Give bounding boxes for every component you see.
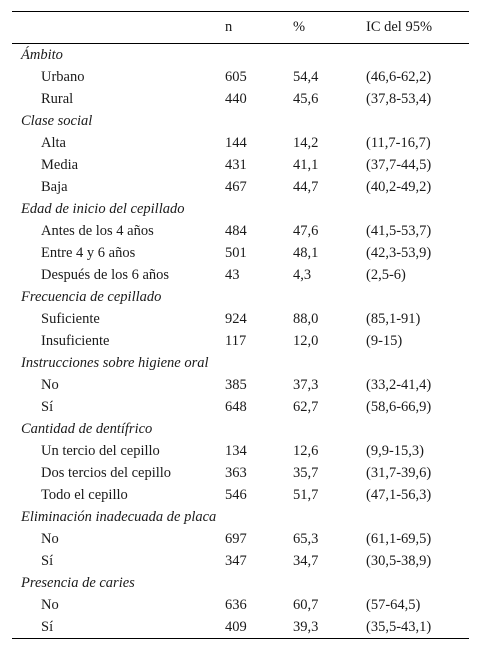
row-percent: 35,7 (293, 465, 319, 481)
table-row (12, 396, 469, 418)
row-label: No (41, 377, 59, 393)
row-ci: (85,1-91) (366, 311, 421, 327)
section-title: Presencia de caries (21, 575, 135, 591)
table-row (12, 594, 469, 616)
row-ci: (40,2-49,2) (366, 179, 432, 195)
table-row (12, 308, 469, 330)
row-ci: (37,7-44,5) (366, 157, 432, 173)
row-n: 648 (225, 399, 247, 415)
row-percent: 62,7 (293, 399, 319, 415)
table-row (12, 484, 469, 506)
row-ci: (11,7-16,7) (366, 135, 431, 151)
section-title: Frecuencia de cepillado (21, 289, 162, 305)
row-label: Alta (41, 135, 66, 151)
section-title: Edad de inicio del cepillado (21, 201, 185, 217)
table-row (12, 374, 469, 396)
row-n: 546 (225, 487, 247, 503)
row-label: Todo el cepillo (41, 487, 128, 503)
row-ci: (2,5-6) (366, 267, 406, 283)
table-row (12, 132, 469, 154)
row-n: 484 (225, 223, 247, 239)
table-row (12, 242, 469, 264)
section-title: Instrucciones sobre higiene oral (21, 355, 209, 371)
row-percent: 48,1 (293, 245, 319, 261)
row-ci: (42,3-53,9) (366, 245, 432, 261)
row-label: Sí (41, 399, 54, 415)
row-ci: (58,6-66,9) (366, 399, 432, 415)
row-label: Suficiente (41, 311, 100, 327)
row-ci: (9,9-15,3) (366, 443, 424, 459)
row-percent: 65,3 (293, 531, 319, 547)
row-ci: (47,1-56,3) (366, 487, 432, 503)
table-row (12, 528, 469, 550)
row-percent: 12,0 (293, 333, 319, 349)
row-percent: 44,7 (293, 179, 319, 195)
row-label: Después de los 6 años (41, 267, 170, 283)
row-percent: 51,7 (293, 487, 319, 503)
section-header-row (12, 352, 469, 374)
section-header-row (12, 44, 469, 66)
table-bottom-rule (12, 638, 469, 639)
row-percent: 34,7 (293, 553, 319, 569)
data-table (12, 11, 469, 639)
row-label: Un tercio del cepillo (41, 443, 160, 459)
row-label: Antes de los 4 años (41, 223, 154, 239)
row-percent: 88,0 (293, 311, 319, 327)
section-header-row (12, 286, 469, 308)
section-header-row (12, 110, 469, 132)
row-n: 385 (225, 377, 247, 393)
row-n: 409 (225, 619, 247, 635)
row-label: Baja (41, 179, 68, 195)
table-row (12, 66, 469, 88)
table-row (12, 220, 469, 242)
row-n: 467 (225, 179, 247, 195)
row-n: 440 (225, 91, 247, 107)
row-percent: 54,4 (293, 69, 319, 85)
row-n: 431 (225, 157, 247, 173)
row-ci: (9-15) (366, 333, 403, 349)
row-percent: 4,3 (293, 267, 312, 283)
table-row (12, 330, 469, 352)
row-ci: (37,8-53,4) (366, 91, 432, 107)
table-body (12, 44, 469, 638)
row-n: 924 (225, 311, 247, 327)
row-n: 347 (225, 553, 247, 569)
section-title: Cantidad de dentífrico (21, 421, 153, 437)
section-header-row (12, 418, 469, 440)
section-title: Ámbito (21, 47, 63, 63)
row-ci: (30,5-38,9) (366, 553, 432, 569)
row-ci: (57-64,5) (366, 597, 421, 613)
row-ci: (46,6-62,2) (366, 69, 432, 85)
row-percent: 12,6 (293, 443, 319, 459)
row-n: 501 (225, 245, 247, 261)
section-title: Clase social (21, 113, 93, 129)
table-row (12, 264, 469, 286)
section-header-row (12, 198, 469, 220)
header-ci: IC del 95% (366, 19, 433, 35)
row-label: Media (41, 157, 79, 173)
table-row (12, 88, 469, 110)
row-label: No (41, 597, 59, 613)
row-percent: 39,3 (293, 619, 319, 635)
table-row (12, 176, 469, 198)
row-percent: 60,7 (293, 597, 319, 613)
section-header-row (12, 506, 469, 528)
row-n: 43 (225, 267, 240, 283)
row-label: No (41, 531, 59, 547)
row-label: Insuficiente (41, 333, 110, 349)
row-ci: (31,7-39,6) (366, 465, 432, 481)
header-percent: % (293, 19, 306, 35)
row-ci: (33,2-41,4) (366, 377, 432, 393)
table-row (12, 616, 469, 638)
row-ci: (41,5-53,7) (366, 223, 432, 239)
row-n: 636 (225, 597, 247, 613)
row-ci: (35,5-43,1) (366, 619, 432, 635)
row-percent: 47,6 (293, 223, 319, 239)
row-ci: (61,1-69,5) (366, 531, 432, 547)
row-n: 605 (225, 69, 247, 85)
header-n: n (225, 19, 233, 35)
table-row (12, 462, 469, 484)
row-n: 363 (225, 465, 247, 481)
row-n: 117 (225, 333, 247, 349)
row-label: Sí (41, 553, 54, 569)
row-percent: 45,6 (293, 91, 319, 107)
row-label: Entre 4 y 6 años (41, 245, 136, 261)
row-n: 144 (225, 135, 247, 151)
table-header-row (12, 12, 469, 43)
row-percent: 41,1 (293, 157, 319, 173)
row-label: Urbano (41, 69, 85, 85)
table-row (12, 440, 469, 462)
row-label: Dos tercios del cepillo (41, 465, 172, 481)
row-n: 134 (225, 443, 247, 459)
table-row (12, 550, 469, 572)
table-row (12, 154, 469, 176)
row-n: 697 (225, 531, 247, 547)
row-percent: 14,2 (293, 135, 319, 151)
section-header-row (12, 572, 469, 594)
row-label: Sí (41, 619, 54, 635)
row-label: Rural (41, 91, 74, 107)
section-title: Eliminación inadecuada de placa (21, 509, 217, 525)
row-percent: 37,3 (293, 377, 319, 393)
